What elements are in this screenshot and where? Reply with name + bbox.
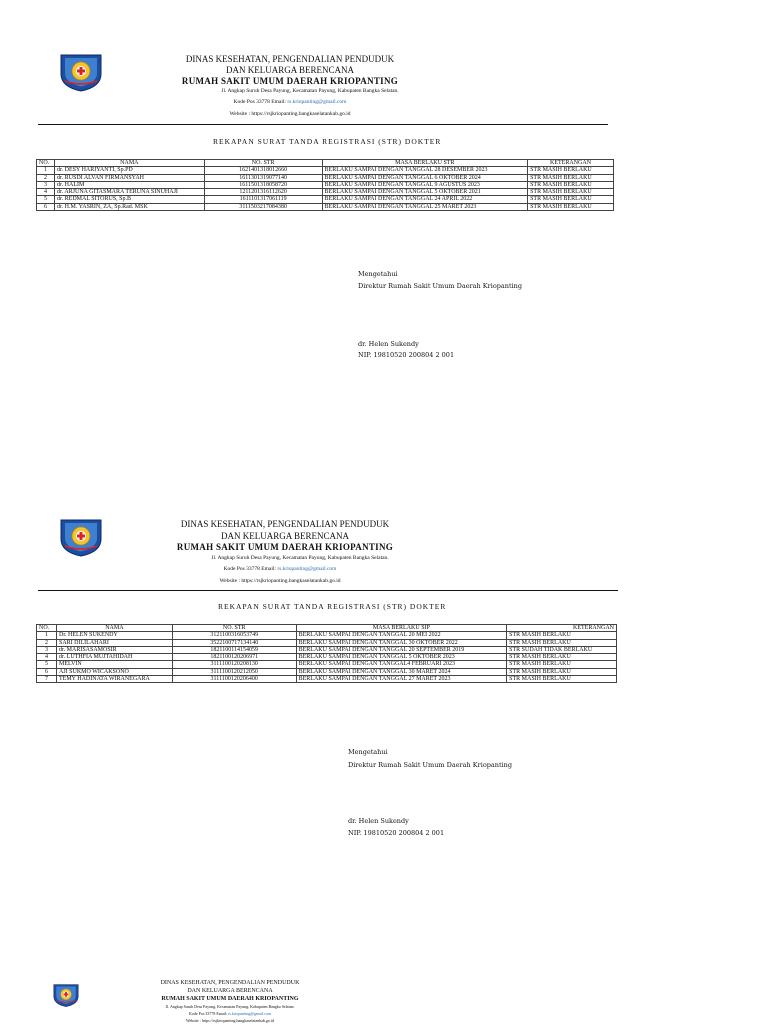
row-no: 6 xyxy=(37,668,57,675)
row-nama: dr. MARISASAMOSIR xyxy=(56,646,172,653)
row-no: 7 xyxy=(37,676,57,683)
row-ket: STR MASIH BERLAKU xyxy=(507,668,617,675)
agency-name-line1: DINAS KESEHATAN, PENGENDALIAN PENDUDUK xyxy=(185,54,395,64)
signature-role: Direktur Rumah Sakit Umum Daerah Kriopanting xyxy=(348,761,512,769)
email-link[interactable]: rs.kriopanting@gmail.com xyxy=(277,566,337,572)
row-masa: BERLAKU SAMPAI DENGAN TANGGAL 5 OKTOBER 2023 xyxy=(296,654,507,661)
row-ket: STR MASIH BERLAKU xyxy=(507,639,617,646)
table-row xyxy=(37,654,617,661)
row-masa: BERLAKU SAMPAI DENGAN TANGGAL 24 APRIL 2022 xyxy=(322,196,528,203)
row-str: 1821100120206971 xyxy=(172,654,296,661)
row-nama: dr. H.M. YASRIN, ZA, Sp.Rad. MSK xyxy=(54,203,204,210)
row-no: 1 xyxy=(37,167,55,174)
agency-name-line2: DAN KELUARGA BERENCANA xyxy=(226,65,354,75)
website-line[interactable]: Website : https://rsjkriopanting.bangkaselatankab.go.id xyxy=(219,578,341,584)
row-no: 1 xyxy=(37,632,57,639)
signature-mengetahui: Mengetahui xyxy=(348,748,388,756)
row-str: 1611501318058720 xyxy=(204,181,322,188)
table-title: REKAPAN SURAT TANDA REGISTRASI (STR) DOKTER xyxy=(218,602,447,611)
postal-email-line xyxy=(120,1011,340,1016)
table-row xyxy=(37,639,617,646)
header-divider xyxy=(38,590,618,591)
row-nama: dr. ARJUNA GITASMARA TERUNA SINUHAJI xyxy=(54,189,204,196)
hospital-address: Jl. Angkap Suruh Desa Payung, Kecamatan Payung, Kabupaten Bangka Selatan. xyxy=(211,555,389,561)
row-nama: dr. REDMAL SITORUS, Sp.B xyxy=(54,196,204,203)
row-masa: BERLAKU SAMPAI DENGAN TANGGAL 20 SEPTEMBER 2019 xyxy=(296,646,507,653)
signature-role: Direktur Rumah Sakit Umum Daerah Kriopanting xyxy=(358,282,522,290)
row-ket: STR MASIH BERLAKU xyxy=(507,654,617,661)
agency-name-line2: DAN KELUARGA BERENCANA xyxy=(187,988,273,994)
row-ket: STR SUDAH TIDAK BERLAKU xyxy=(507,646,617,653)
col-masa-berlaku: MASA BERLAKU STR xyxy=(322,160,528,167)
row-masa: BERLAKU SAMPAI DENGAN TANGGAL 9 AGUSTUS 2023 xyxy=(322,181,528,188)
row-str: 3121100316053749 xyxy=(172,632,296,639)
row-str: 1211201316112620 xyxy=(204,189,322,196)
hospital-address: Jl. Angkap Suruh Desa Payung, Kecamatan Payung, Kabupaten Bangka Selatan. xyxy=(221,88,399,94)
row-nama: dr. HALIM xyxy=(54,181,204,188)
email-link[interactable]: rs.kriopanting@gmail.com xyxy=(228,1011,272,1016)
row-no: 4 xyxy=(37,189,55,196)
row-str: 3111100120208130 xyxy=(172,661,296,668)
row-str: 3111100120212050 xyxy=(172,668,296,675)
letter-section-3-partial xyxy=(0,960,768,1024)
row-str: 1611301319077140 xyxy=(204,174,322,181)
row-no: 3 xyxy=(37,181,55,188)
row-masa: BERLAKU SAMPAI DENGAN TANGGAL 25 MARET 2023 xyxy=(322,203,528,210)
row-masa: BERLAKU SAMPAI DENGAN TANGGAL 20 MEI 2022 xyxy=(296,632,507,639)
website-line[interactable]: Website : https://rsjkriopanting.bangkaselatankab.go.id xyxy=(229,111,351,117)
row-masa: BERLAKU SAMPAI DENGAN TANGGAL 6 OKTOBER 2024 xyxy=(322,174,528,181)
col-nama: NAMA xyxy=(56,625,172,632)
row-masa: BERLAKU SAMPAI DENGAN TANGGAL 5 OKTOBER 2021 xyxy=(322,189,528,196)
row-masa: BERLAKU SAMPAI DENGAN TANGGAL4 FEBRUARI 2023 xyxy=(296,661,507,668)
row-no: 2 xyxy=(37,174,55,181)
table-row xyxy=(37,676,617,683)
col-keterangan: KETERANGAN xyxy=(507,625,617,632)
row-masa: BERLAKU SAMPAI DENGAN TANGGAL 30 MARET 2024 xyxy=(296,668,507,675)
postal-code-label: Kode Pos 33778 Email: xyxy=(233,99,286,105)
row-ket: STR MASIH BERLAKU xyxy=(528,189,614,196)
website-line[interactable]: Website : https://rsjkriopanting.bangkaselatankab.go.id xyxy=(186,1018,274,1023)
table-header-row xyxy=(37,625,617,632)
row-ket: STR MASIH BERLAKU xyxy=(528,181,614,188)
col-nama: NAMA xyxy=(54,160,204,167)
row-no: 5 xyxy=(37,196,55,203)
table-title: REKAPAN SURAT TANDA REGISTRASI (STR) DOKTER xyxy=(213,137,442,146)
agency-name-line2: DAN KELUARGA BERENCANA xyxy=(221,531,349,541)
table-row xyxy=(37,646,617,653)
row-ket: STR MASIH BERLAKU xyxy=(507,632,617,639)
row-str: 1821100114154059 xyxy=(172,646,296,653)
postal-code-label: Kode Pos 33778 Email: xyxy=(188,1011,228,1016)
row-no: 4 xyxy=(37,654,57,661)
row-nama: dr. DESY HARIYANTI, Sp.PD xyxy=(54,167,204,174)
row-ket: STR MASIH BERLAKU xyxy=(507,661,617,668)
col-no: NO. xyxy=(37,625,57,632)
signature-name: dr. Helen Sukendy xyxy=(358,340,419,348)
hospital-name: RUMAH SAKIT UMUM DAERAH KRIOPANTING xyxy=(161,996,299,1002)
row-ket: STR MASIH BERLAKU xyxy=(528,203,614,210)
row-nama: TEMY HADINATA WIRANEGARA xyxy=(56,676,172,683)
email-link[interactable]: rs.kriopanting@gmail.com xyxy=(287,99,347,105)
row-masa: BERLAKU SAMPAI DENGAN TANGGAL 28 DESEMBER 2023 xyxy=(322,167,528,174)
col-no-str: NO. STR xyxy=(204,160,322,167)
hospital-name: RUMAH SAKIT UMUM DAERAH KRIOPANTING xyxy=(181,76,399,86)
row-nama: AJI SUKMO WICAKSONO xyxy=(56,668,172,675)
col-no: NO. xyxy=(37,160,55,167)
row-ket: STR MASIH BERLAKU xyxy=(528,196,614,203)
row-nama: SARI DILILAHARI xyxy=(56,639,172,646)
row-nama: MELVIN xyxy=(56,661,172,668)
row-ket: STR MASIH BERLAKU xyxy=(528,167,614,174)
row-ket: STR MASIH BERLAKU xyxy=(528,174,614,181)
row-masa: BERLAKU SAMPAI DENGAN TANGGAL 27 MARET 2023 xyxy=(296,676,507,683)
row-str: 3111100120206400 xyxy=(172,676,296,683)
row-nama: dr. LUTHFIA MUJTAHIDAH xyxy=(56,654,172,661)
row-no: 2 xyxy=(37,639,57,646)
hospital-address: Jl. Angkap Suruh Desa Payung, Kecamatan Payung, Kabupaten Bangka Selatan. xyxy=(165,1004,295,1009)
row-no: 6 xyxy=(37,203,55,210)
row-str: 3522100717134140 xyxy=(172,639,296,646)
table-row xyxy=(37,668,617,675)
row-no: 3 xyxy=(37,646,57,653)
row-ket: STR MASIH BERLAKU xyxy=(507,676,617,683)
signature-nip: NIP. 19810520 200804 2 001 xyxy=(348,829,445,837)
row-str: 1611101317061119 xyxy=(204,196,322,203)
agency-name-line1: DINAS KESEHATAN, PENGENDALIAN PENDUDUK xyxy=(160,980,300,986)
hospital-logo-icon xyxy=(52,982,80,1008)
signature-nip: NIP. 19810520 200804 2 001 xyxy=(358,351,455,359)
row-masa: BERLAKU SAMPAI DENGAN TANGGAL 30 OKTOBER 2022 xyxy=(296,639,507,646)
hospital-name: RUMAH SAKIT UMUM DAERAH KRIOPANTING xyxy=(176,542,394,552)
row-str: 1621401318012660 xyxy=(204,167,322,174)
postal-code-label: Kode Pos 33778 Email: xyxy=(223,566,276,572)
agency-name-line1: DINAS KESEHATAN, PENGENDALIAN PENDUDUK xyxy=(180,519,390,529)
row-nama: Dr. HELEN SUKENDY xyxy=(56,632,172,639)
col-no-str: NO. STR xyxy=(172,625,296,632)
str-table xyxy=(36,624,617,683)
col-masa-berlaku: MASA BERLAKU SIP xyxy=(296,625,507,632)
table-row xyxy=(37,661,617,668)
col-keterangan: KETERANGAN xyxy=(528,160,614,167)
signature-name: dr. Helen Sukendy xyxy=(348,817,409,825)
signature-mengetahui: Mengetahui xyxy=(358,270,398,278)
row-nama: dr. RUSDI ALVAN FIRMANSYAH xyxy=(54,174,204,181)
row-str: 3111503217084380 xyxy=(204,203,322,210)
postal-email-line xyxy=(130,566,430,572)
table-row xyxy=(37,632,617,639)
row-no: 5 xyxy=(37,661,57,668)
